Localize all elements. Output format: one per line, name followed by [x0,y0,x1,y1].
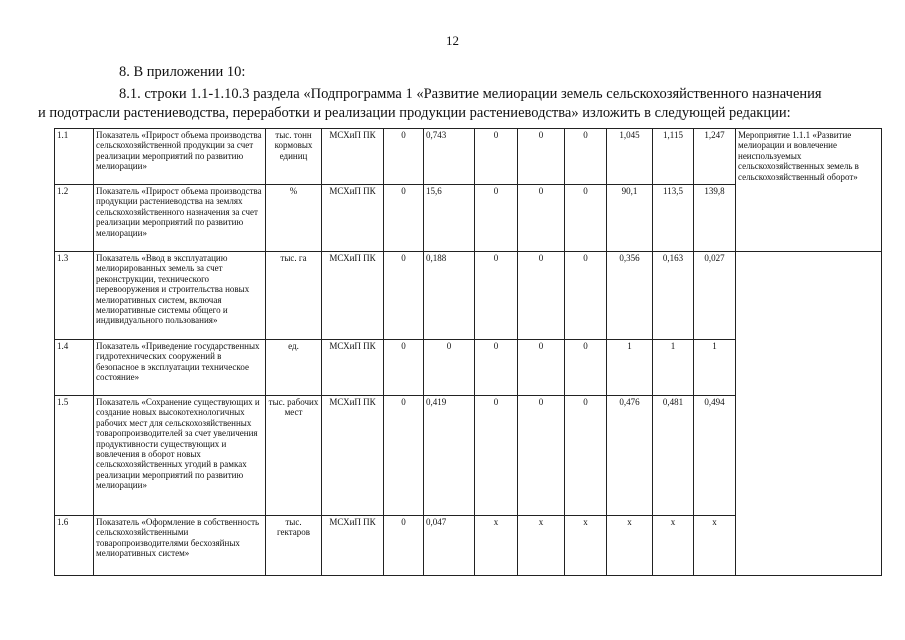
executor-cell: МСХиП ПК [322,185,384,252]
measure-cell-continued [736,252,882,340]
executor-cell: МСХиП ПК [322,252,384,340]
executor-cell: МСХиП ПК [322,340,384,396]
indicator-name: Показатель «Прирост объема производства сельскохозяйственной продукции за счет реализации мероприятий по развитию мелиорации» [94,129,266,185]
indicator-name: Показатель «Сохранение существующих и создание новых высокотехнологичных рабочих мест для сельскохозяйственных товаропроизводителей за счет увеличения продуктивности существующих и вовлечения в оборот новых сельскохозяйственных угодий в рамках реализации мероприятий по развитию мелиорации» [94,396,266,516]
value-cell: х [694,516,736,576]
row-number: 1.6 [55,516,94,576]
value-cell: 1,247 [694,129,736,185]
value-cell: 0,494 [694,396,736,516]
value-cell: 0 [384,396,424,516]
value-cell: 139,8 [694,185,736,252]
value-cell: 0 [565,185,607,252]
value-cell: х [653,516,694,576]
value-cell: 1 [694,340,736,396]
measure-cell: Мероприятие 1.1.1 «Развитие мелиорации и вовлечение неиспользуемых сельскохозяйственных земель в сельскохозяйственный оборот» [736,129,882,252]
row-number: 1.5 [55,396,94,516]
row-number: 1.1 [55,129,94,185]
page-number: 12 [446,33,459,48]
value-cell: 0 [518,396,565,516]
indicator-name: Показатель «Приведение государственных гидротехнических сооружений в безопасное в эксплуатации техническое состояние» [94,340,266,396]
table-row [55,129,882,185]
value-cell: 0,027 [694,252,736,340]
value-cell: 1,045 [607,129,653,185]
measure-cell-continued [736,396,882,516]
table-row [55,252,882,340]
table-row [55,516,882,576]
value-cell: 0,481 [653,396,694,516]
value-cell: 1 [653,340,694,396]
value-cell: 0 [384,252,424,340]
value-cell: 0,188 [424,252,475,340]
unit-cell: ед. [266,340,322,396]
value-cell: х [565,516,607,576]
executor-cell: МСХиП ПК [322,396,384,516]
value-cell: 0 [384,516,424,576]
indicators-table [54,128,882,576]
value-cell: х [607,516,653,576]
value-cell: х [475,516,518,576]
executor-cell: МСХиП ПК [322,516,384,576]
value-cell: 0 [475,185,518,252]
value-cell: 0,163 [653,252,694,340]
value-cell: 0 [475,252,518,340]
executor-cell: МСХиП ПК [322,129,384,185]
unit-cell: тыс. тонн кормовых единиц [266,129,322,185]
row-number: 1.2 [55,185,94,252]
table-row [55,340,882,396]
measure-cell-continued [736,340,882,396]
value-cell: 113,5 [653,185,694,252]
intro-line-1: 8.1. строки 1.1-1.10.3 раздела «Подпрограмма 1 «Развитие мелиорации земель сельскохозяйственного назначения [119,86,822,102]
value-cell: 15,6 [424,185,475,252]
value-cell: х [518,516,565,576]
section-heading: 8. В приложении 10: [119,64,246,80]
row-number: 1.4 [55,340,94,396]
value-cell: 0,476 [607,396,653,516]
value-cell: 1,115 [653,129,694,185]
value-cell: 0 [518,129,565,185]
value-cell: 0 [384,185,424,252]
value-cell: 0,356 [607,252,653,340]
row-number: 1.3 [55,252,94,340]
indicator-name: Показатель «Прирост объема производства продукции растениеводства на землях сельскохозяйственного назначения за счет реализации мероприятий по развитию мелиорации» [94,185,266,252]
unit-cell: % [266,185,322,252]
indicator-name: Показатель «Ввод в эксплуатацию мелиорированных земель за счет реконструкции, технического перевооружения и строительства новых мелиоративных систем, включая мелиоративные системы общего и индивидуального пользования» [94,252,266,340]
value-cell: 0 [565,340,607,396]
value-cell: 0 [518,340,565,396]
table-row [55,396,882,516]
indicator-name: Показатель «Оформление в собственность сельскохозяйственными товаропроизводителями бесхозяйных мелиоративных систем» [94,516,266,576]
value-cell: 0,743 [424,129,475,185]
unit-cell: тыс. рабочих мест [266,396,322,516]
unit-cell: тыс. га [266,252,322,340]
value-cell: 0 [384,129,424,185]
measure-cell-continued [736,516,882,576]
value-cell: 0 [384,340,424,396]
value-cell: 90,1 [607,185,653,252]
intro-line-2: и подотрасли растениеводства, переработки и реализации продукции растениеводства» изложить в следующей редакции: [38,105,791,121]
unit-cell: тыс. гектаров [266,516,322,576]
value-cell: 1 [607,340,653,396]
value-cell: 0,419 [424,396,475,516]
value-cell: 0 [475,129,518,185]
value-cell: 0 [565,129,607,185]
value-cell: 0 [518,185,565,252]
value-cell: 0 [424,340,475,396]
value-cell: 0 [565,396,607,516]
value-cell: 0 [565,252,607,340]
value-cell: 0 [475,396,518,516]
value-cell: 0,047 [424,516,475,576]
value-cell: 0 [475,340,518,396]
value-cell: 0 [518,252,565,340]
